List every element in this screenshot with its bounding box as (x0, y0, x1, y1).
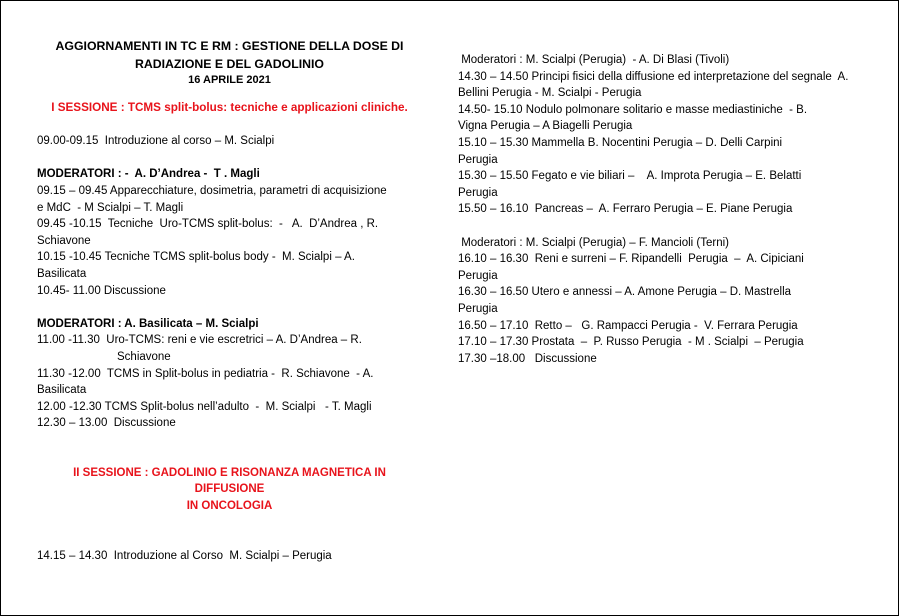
item-r6-b: Perugia (458, 269, 498, 282)
item-3-a: 10.15 -10.45 Tecniche TCMS split-bolus body - M. Scialpi – A. (37, 251, 355, 264)
item-r10: 17.30 –18.00 Discussione (458, 352, 597, 365)
item-4: 10.45- 11.00 Discussione (37, 284, 166, 297)
moderators-3: Moderatori : M. Scialpi (Perugia) - A. Di Blasi (Tivoli) (458, 54, 730, 66)
moderators-1: MODERATORI : - A. D’Andrea - T . Magli (37, 168, 260, 181)
item-6-a: 11.30 -12.00 TCMS in Split-bolus in pediatria - R. Schiavone - A. (37, 367, 374, 380)
item-r2-b: Vigna Perugia – A Biagelli Perugia (458, 120, 633, 133)
left-column (37, 38, 422, 564)
item-3-b: Basilicata (37, 267, 87, 280)
item-r4-a: 15.30 – 15.50 Fegato e vie biliari – A. Improta Perugia – E. Belatti (458, 170, 802, 183)
item-r2-a: 14.50- 15.10 Nodulo polmonare solitario e masse mediastiniche - B. (458, 103, 808, 116)
item-7: 12.00 -12.30 TCMS Split-bolus nell’adulto - M. Scialpi - T. Magli (37, 400, 372, 413)
session2-heading-line2: IN ONCOLOGIA (186, 500, 273, 513)
item-6-b: Basilicata (37, 384, 87, 397)
item-r3-a: 15.10 – 15.30 Mammella B. Nocentini Perugia – D. Delli Carpini (458, 136, 783, 149)
doc-date: 16 APRILE 2021 (188, 74, 271, 86)
item-8: 12.30 – 13.00 Discussione (37, 417, 176, 430)
item-r9: 17.10 – 17.30 Prostata – P. Russo Perugia - M . Scialpi – Perugia (458, 336, 804, 349)
item-5-a: 11.00 -11.30 Uro-TCMS: reni e vie escretrici – A. D’Andrea – R. (37, 334, 362, 347)
item-r6-a: 16.10 – 16.30 Reni e surreni – F. Ripandelli Perugia – A. Cipiciani (458, 253, 804, 266)
doc-title-line1: AGGIORNAMENTI IN TC E RM : GESTIONE DELLA DOSE DI (55, 39, 404, 53)
item-r1-a: 14.30 – 14.50 Principi fisici della diffusione ed interpretazione del segnale A. (458, 70, 849, 83)
item-r5: 15.50 – 16.10 Pancreas – A. Ferraro Perugia – E. Piane Perugia (458, 203, 793, 216)
session2-heading-line1: II SESSIONE : GADOLINIO E RISONANZA MAGNETICA IN DIFFUSIONE (73, 466, 390, 496)
item-1-b: e MdC - M Scialpi – T. Magli (37, 201, 184, 214)
right-column (458, 52, 883, 367)
item-5-b: Schiavone (117, 350, 171, 363)
item-r7-a: 16.30 – 16.50 Utero e annessi – A. Amone Perugia – D. Mastrella (458, 286, 792, 299)
item-2-b: Schiavone (37, 234, 91, 247)
item-r7-b: Perugia (458, 302, 498, 315)
item-r1-b: Bellini Perugia - M. Scialpi - Perugia (458, 87, 642, 100)
item-1-a: 09.15 – 09.45 Apparecchiature, dosimetria, parametri di acquisizione (37, 184, 387, 197)
item-9: 14.15 – 14.30 Introduzione al Corso M. Scialpi – Perugia (37, 549, 332, 562)
item-2-a: 09.45 -10.15 Tecniche Uro-TCMS split-bolus: - A. D’Andrea , R. (37, 218, 379, 231)
intro-line: 09.00-09.15 Introduzione al corso – M. Scialpi (37, 135, 275, 148)
doc-title-line2: RADIAZIONE E DEL GADOLINIO (134, 56, 325, 71)
session1-heading: I SESSIONE : TCMS split-bolus: tecniche e applicazioni cliniche. (51, 101, 408, 114)
item-r8: 16.50 – 17.10 Retto – G. Rampacci Perugia - V. Ferrara Perugia (458, 319, 798, 332)
item-r4-b: Perugia (458, 186, 498, 199)
item-r3-b: Perugia (458, 153, 498, 166)
moderators-4: Moderatori : M. Scialpi (Perugia) – F. Mancioli (Terni) (458, 236, 729, 249)
moderators-2: MODERATORI : A. Basilicata – M. Scialpi (37, 317, 259, 330)
